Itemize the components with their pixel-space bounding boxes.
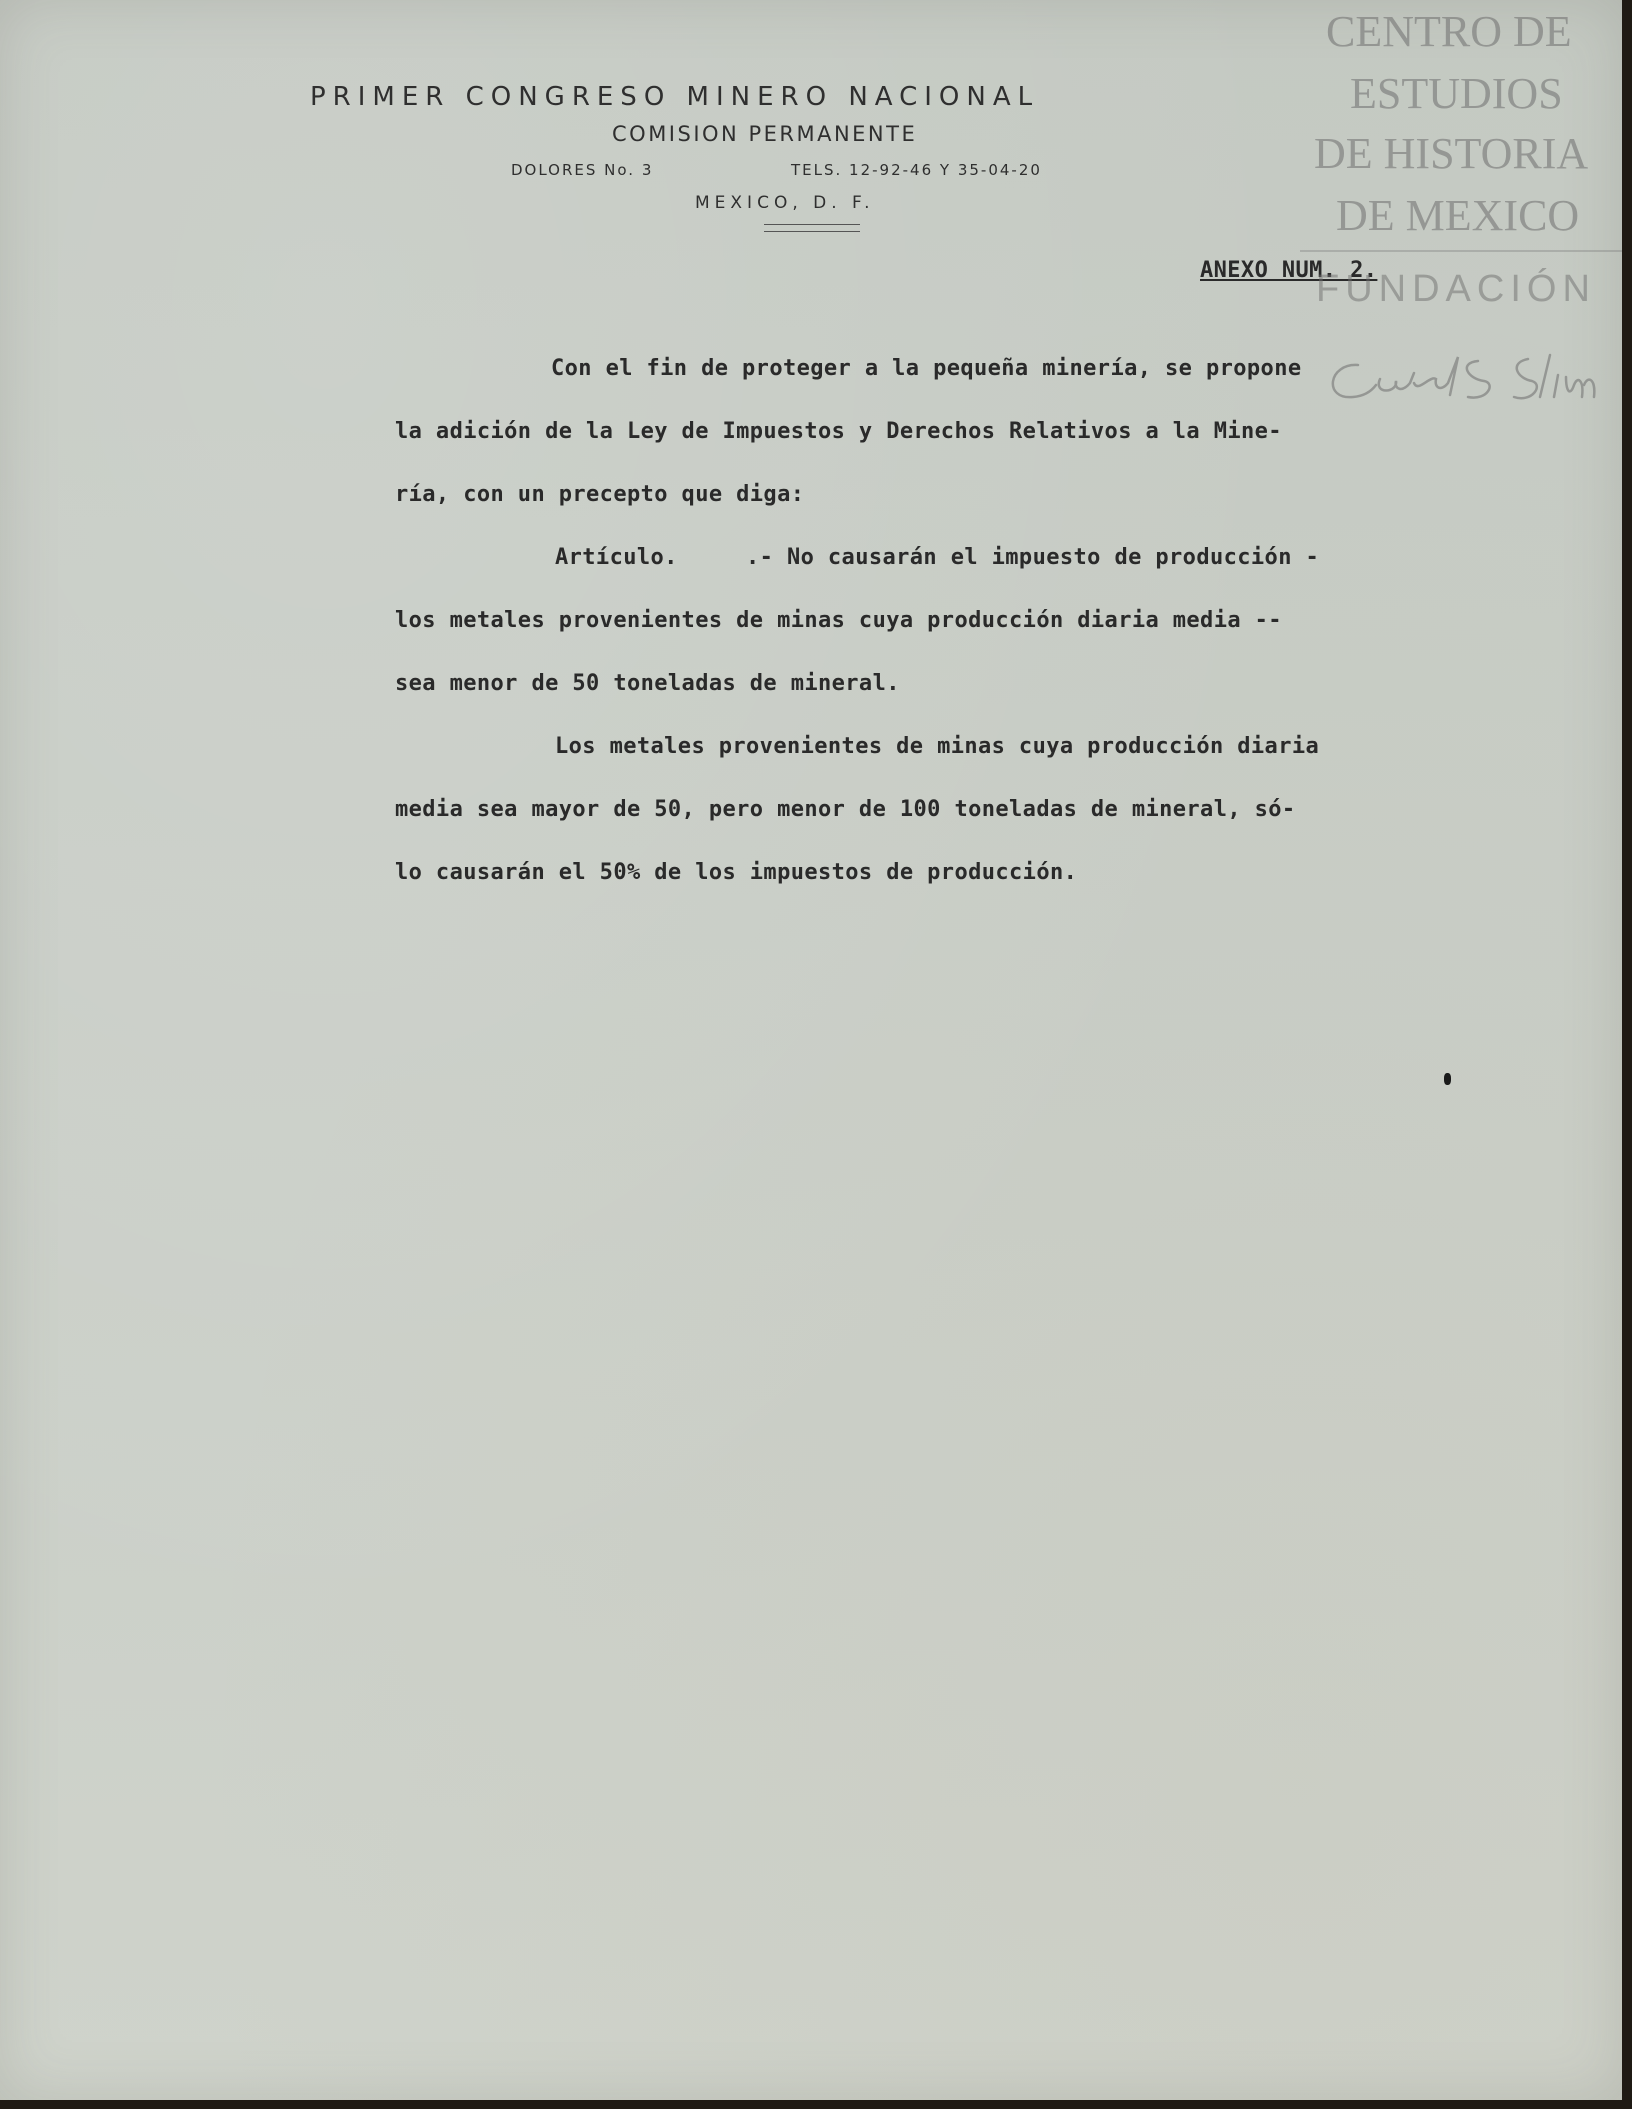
body-line: los metales provenientes de minas cuya producción diaria media -- — [395, 608, 1282, 633]
watermark-divider — [1300, 250, 1622, 252]
letterhead-subtitle: COMISION PERMANENTE — [612, 122, 918, 146]
watermark-line: DE HISTORIA — [1314, 129, 1589, 178]
letterhead-phones: TELS. 12-92-46 Y 35-04-20 — [791, 161, 1042, 179]
watermark-foundation: FUNDACIÓN — [1316, 268, 1596, 310]
body-line: Los metales provenientes de minas cuya producción diaria — [555, 734, 1320, 759]
watermark-line: ESTUDIOS — [1350, 69, 1563, 118]
letterhead-address-line — [511, 161, 1131, 179]
body-line: Con el fin de proteger a la pequeña minería, se propone — [551, 356, 1302, 381]
annex-label: ANEXO NUM. 2. — [1200, 258, 1378, 283]
body-line: ría, con un precepto que diga: — [395, 482, 805, 507]
ink-spot — [1444, 1073, 1451, 1085]
watermark-line: CENTRO DE — [1326, 7, 1572, 56]
letterhead-address: DOLORES No. 3 — [511, 161, 654, 179]
watermark-line: DE MEXICO — [1336, 191, 1580, 240]
body-line: la adición de la Ley de Impuestos y Derechos Relativos a la Mine- — [395, 419, 1282, 444]
watermark-signature — [1318, 345, 1618, 415]
article-line: Artículo. .- No causarán el impuesto de producción - — [555, 545, 1320, 570]
letterhead-city: MEXICO, D. F. — [695, 193, 875, 213]
body-line: media sea mayor de 50, pero menor de 100 toneladas de mineral, só- — [395, 797, 1296, 822]
letterhead-title: PRIMER CONGRESO MINERO NACIONAL — [310, 82, 1040, 112]
letterhead-divider — [764, 224, 860, 232]
body-line: lo causarán el 50% de los impuestos de producción. — [395, 860, 1078, 885]
body-line: sea menor de 50 toneladas de mineral. — [395, 671, 900, 696]
